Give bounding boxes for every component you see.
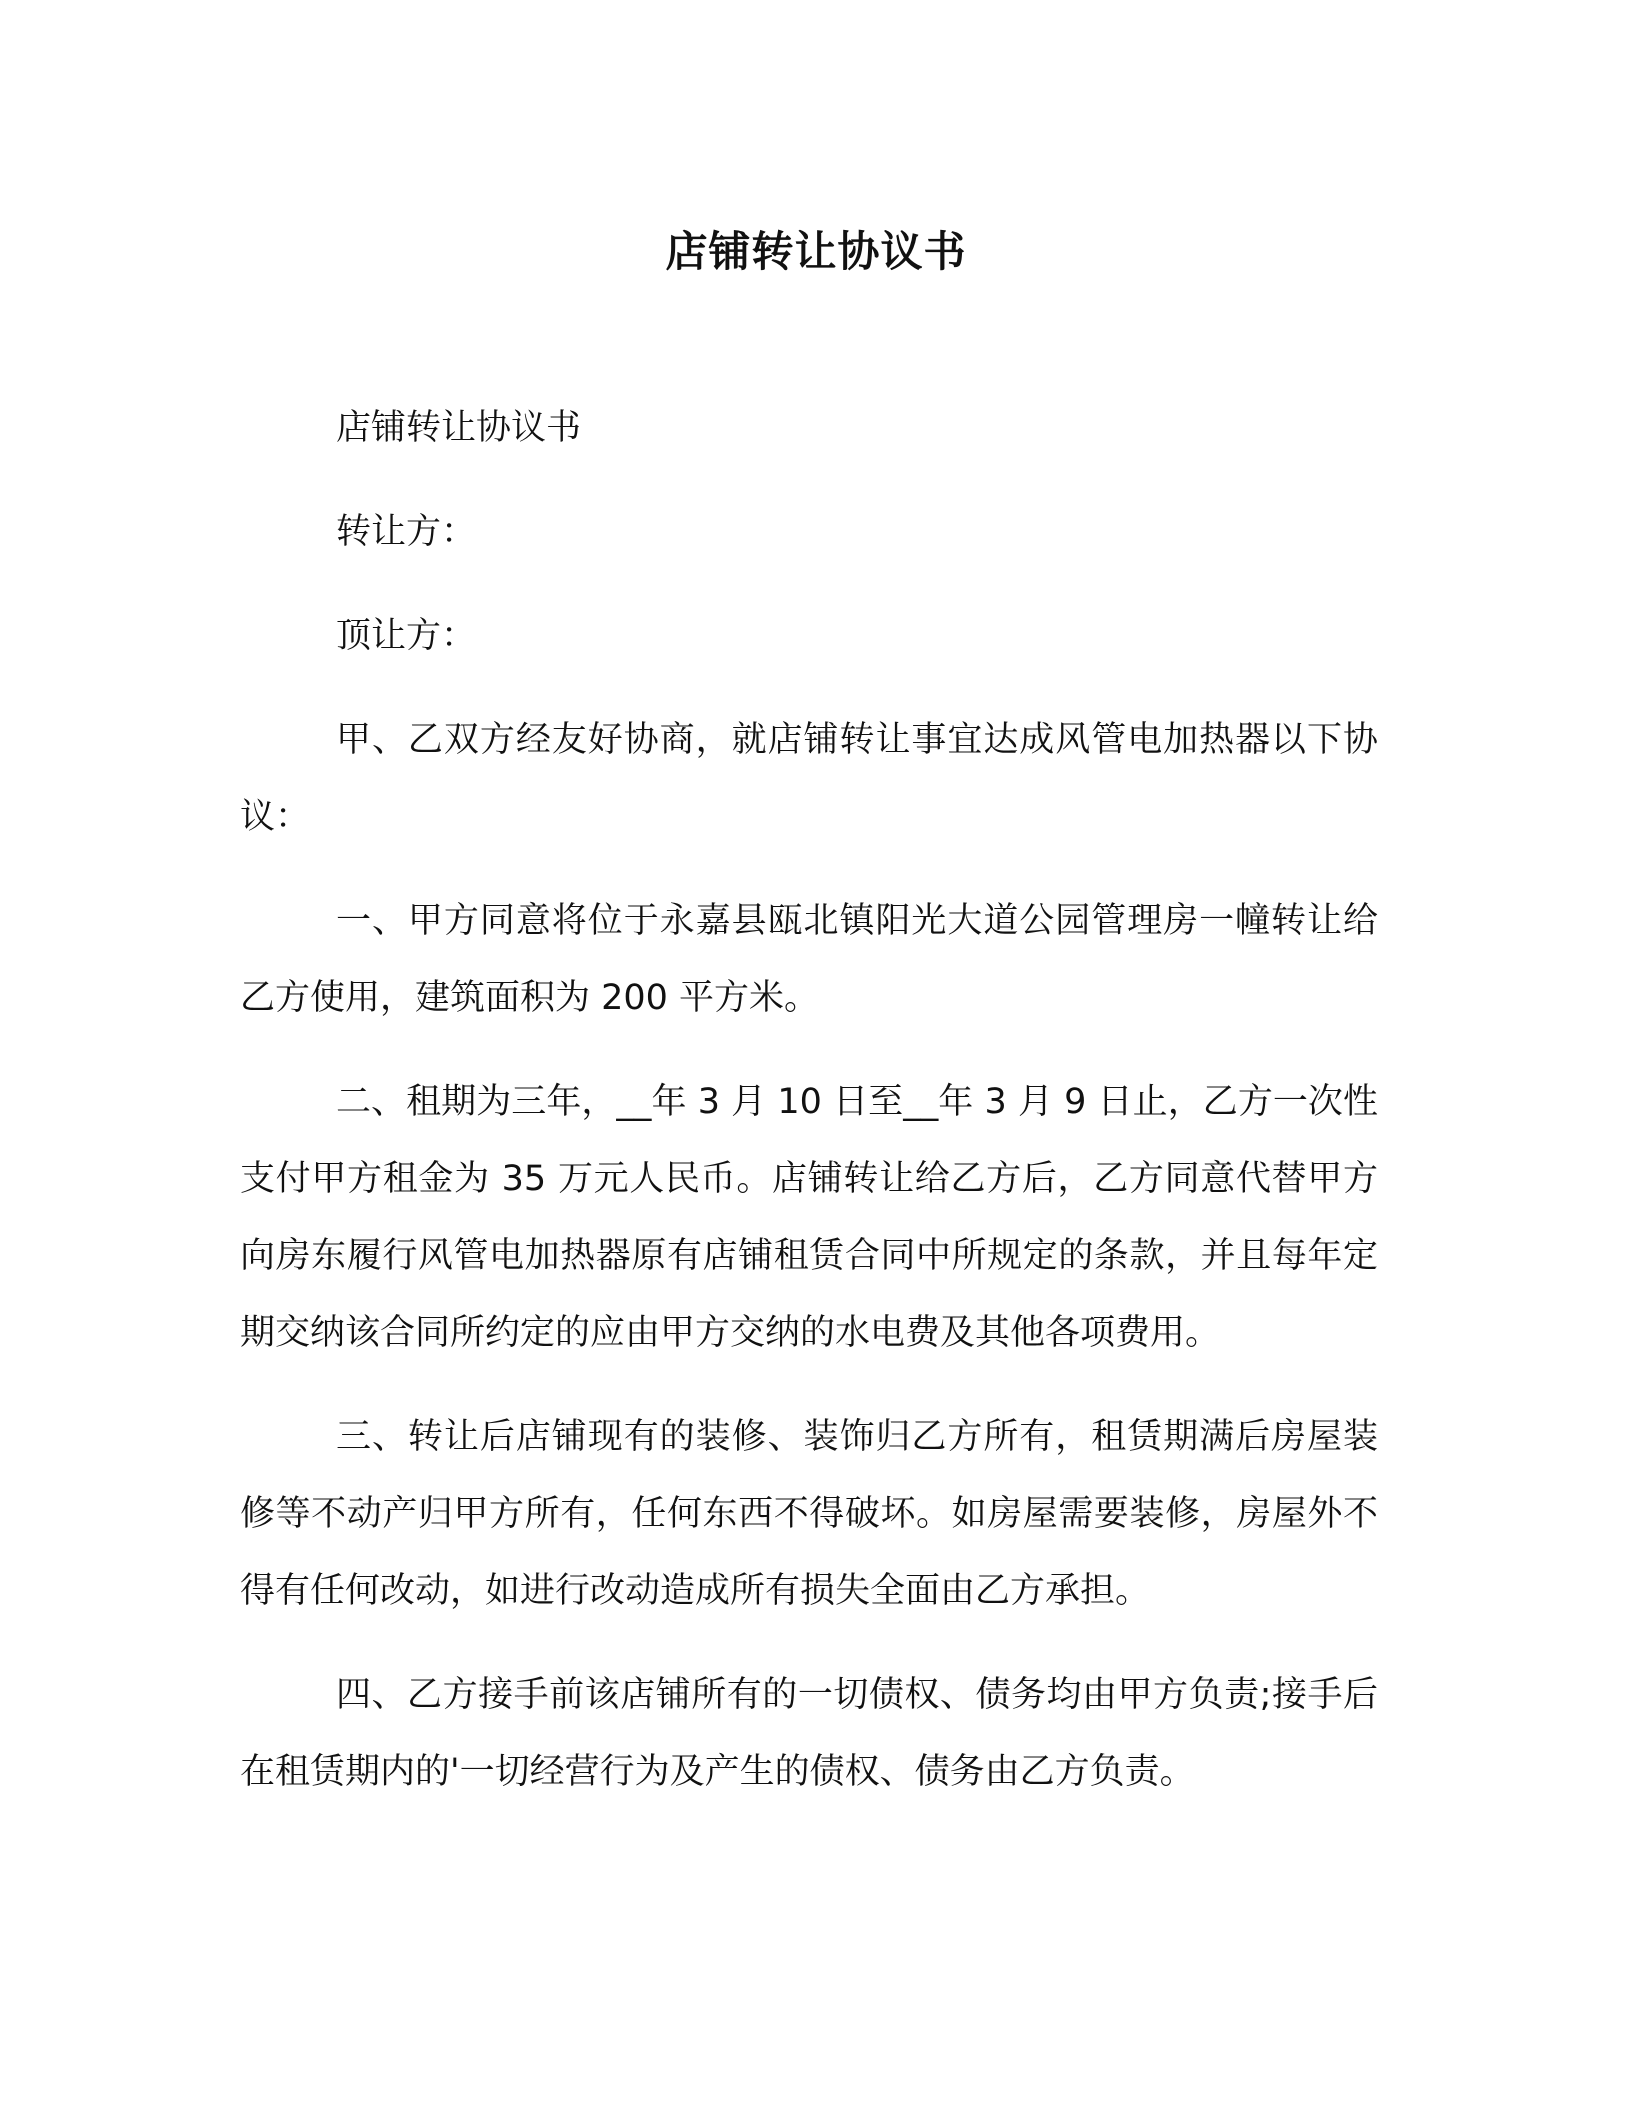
preamble-paragraph: 甲、乙双方经友好协商，就店铺转让事宜达成风管电加热器以下协议： [240,720,1378,837]
clause-2: 二、租期为三年，__年 3 月 10 日至__年 3 月 9 日止，乙方一次性支付甲方租金为 35 万元人民币。店铺转让给乙方后，乙方同意代替甲方向房东履行风管电加热器原有店铺租赁合同中所规定的条款，并且每年定期交纳该合同所约定的应由甲方交纳的水电费及其他各项费用。 [240,1082,1378,1353]
clause-3: 三、转让后店铺现有的装修、装饰归乙方所有，租赁期满后房屋装修等不动产归甲方所有，任何东西不得破坏。如房屋需要装修，房屋外不得有任何改动，如进行改动造成所有损失全面由乙方承担。 [240,1417,1378,1611]
transferor-line: 转让方： [336,512,477,552]
subtitle-paragraph: 店铺转让协议书 [336,408,582,448]
transferee-line: 顶让方： [336,616,477,656]
document-title: 店铺转让协议书 [665,227,967,276]
clause-1: 一、甲方同意将位于永嘉县瓯北镇阳光大道公园管理房一幢转让给乙方使用，建筑面积为 200 平方米。 [240,901,1378,1018]
clause-4: 四、乙方接手前该店铺所有的一切债权、债务均由甲方负责;接手后在租赁期内的'一切经营行为及产生的债权、债务由乙方负责。 [240,1675,1378,1792]
document-body [240,390,1378,1838]
